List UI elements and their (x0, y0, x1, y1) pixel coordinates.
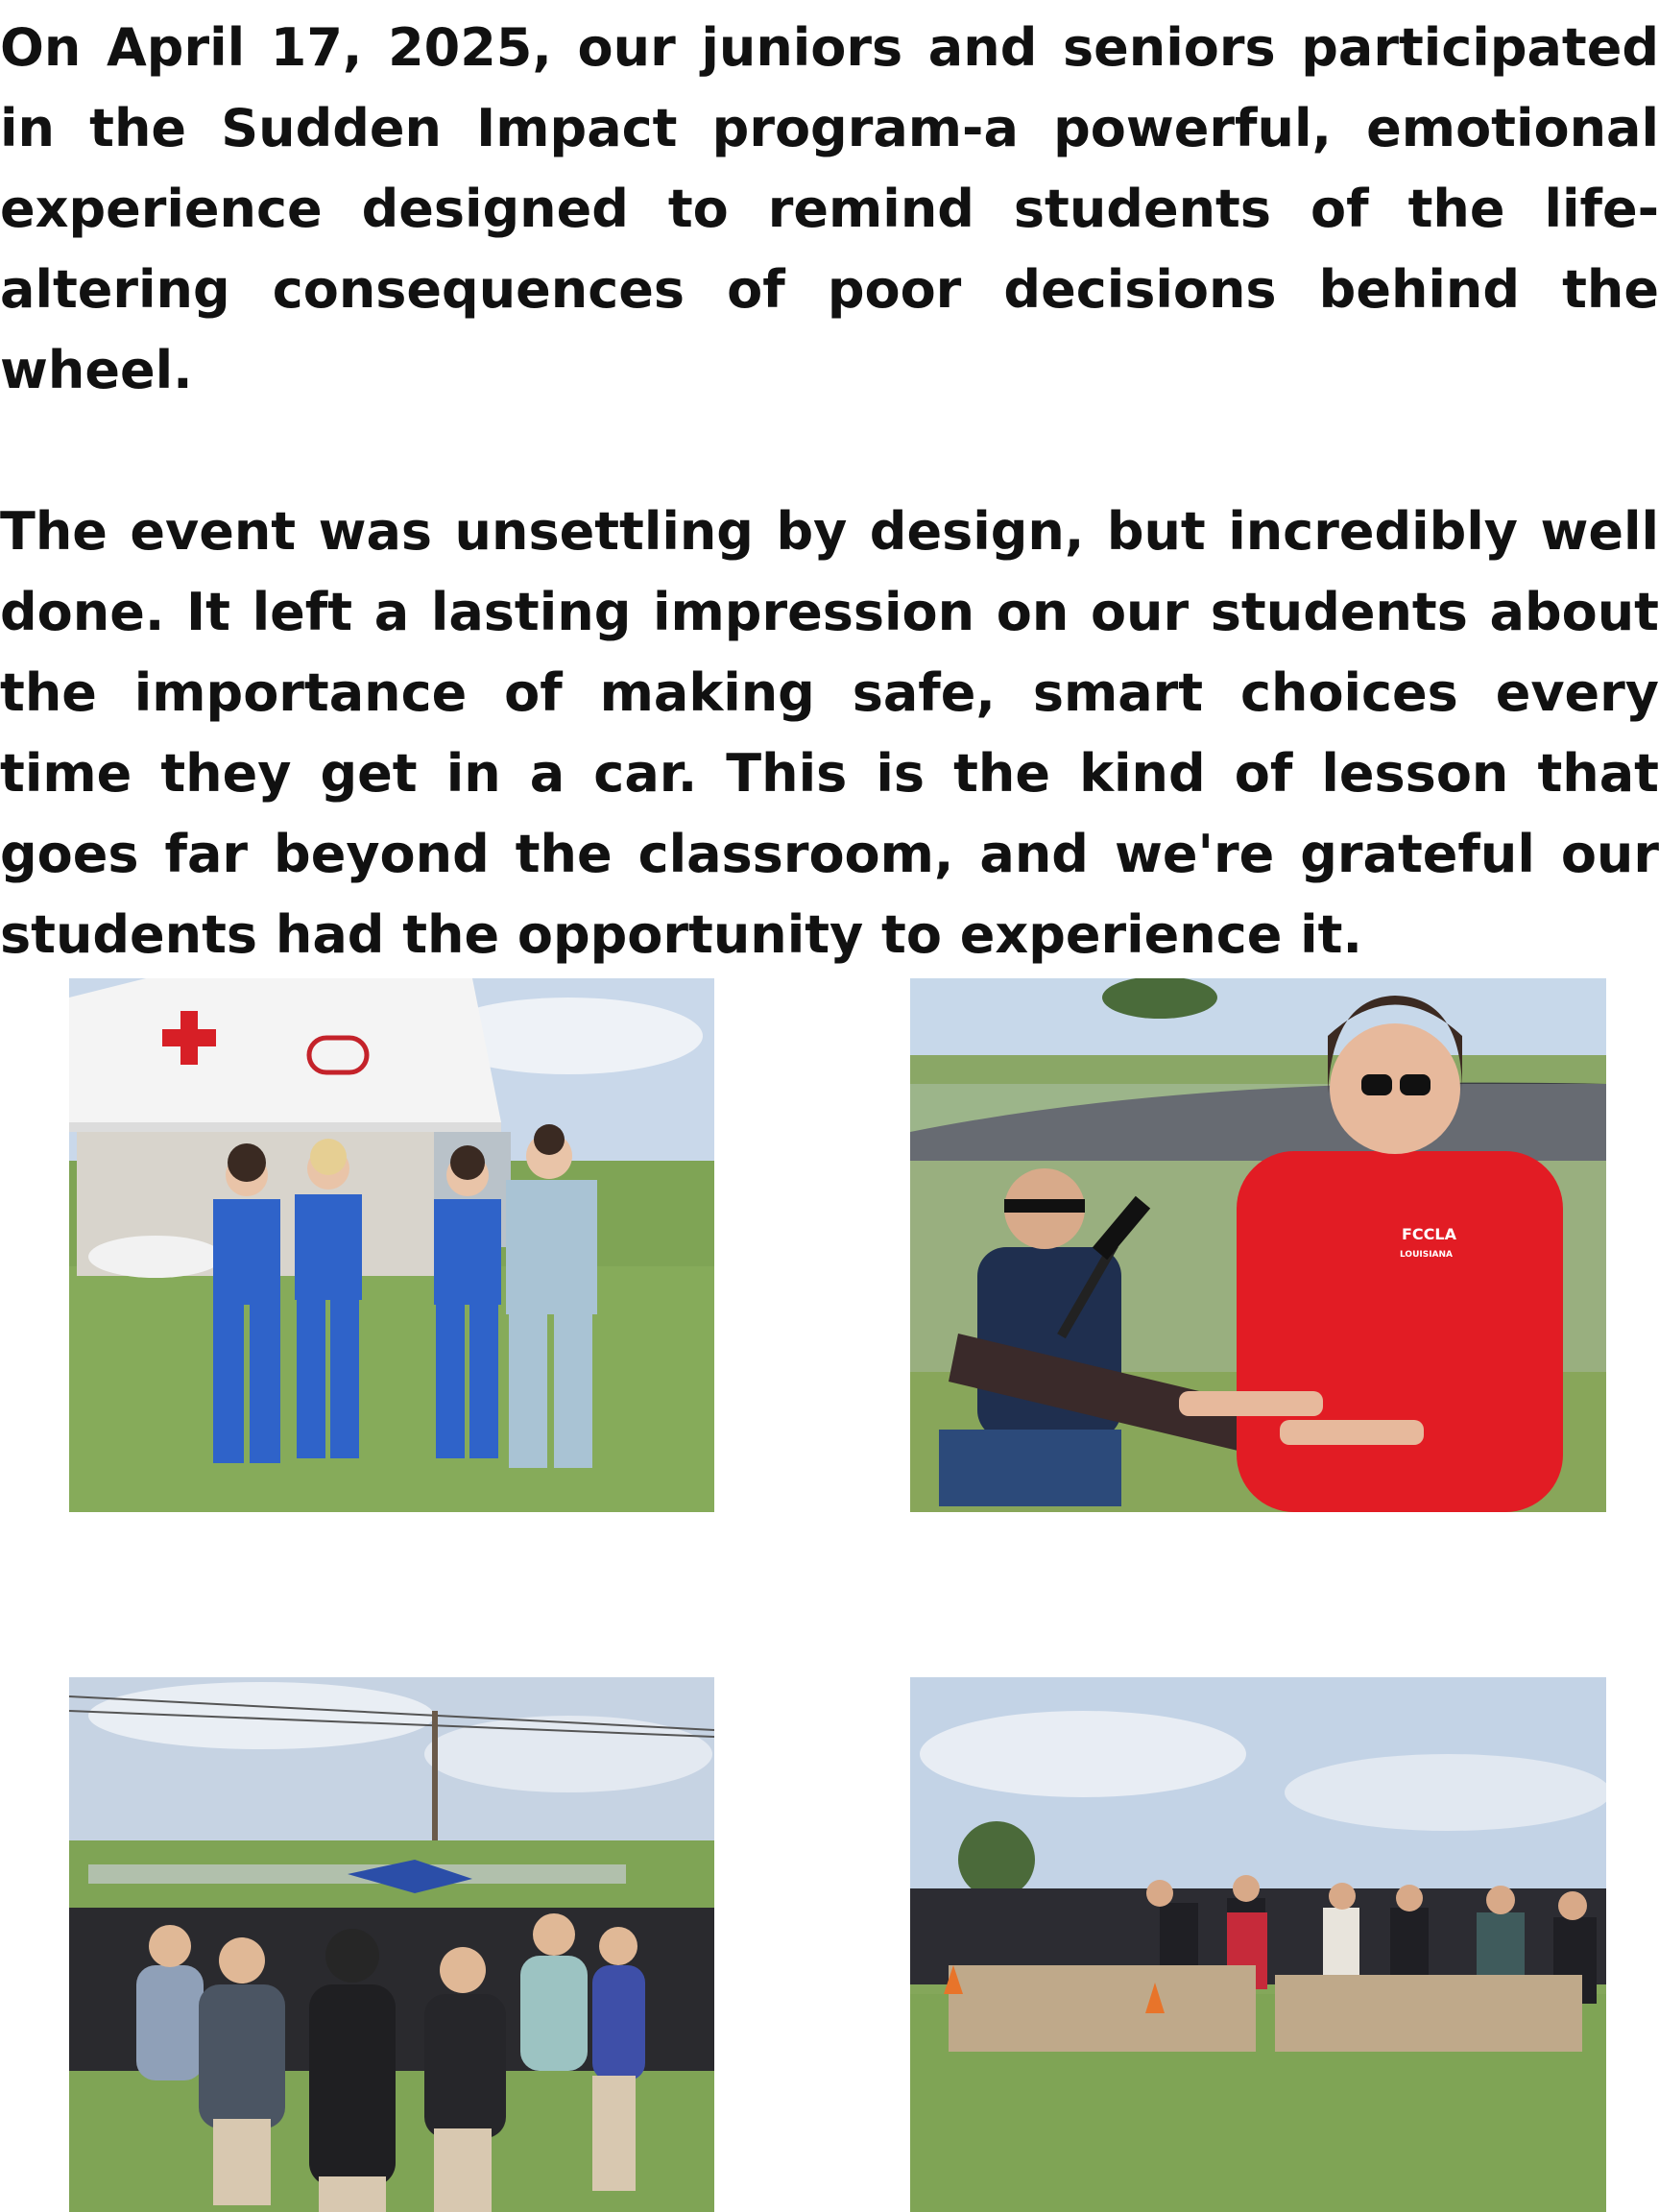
article-body (0, 8, 1659, 975)
intro-paragraph: On April 17, 2025, our juniors and seniors participated in the Sudden Impact program-a powerful, emotional experience designed to remind students of the life-altering consequences of poor decisions behind the wheel. (0, 17, 1659, 400)
polo-state: LOUISIANA (1400, 1250, 1454, 1260)
polo-logo: FCCLA (1402, 1225, 1456, 1243)
photo-medical-team (69, 978, 714, 1512)
photo-podium-speaker (910, 978, 1606, 1512)
reflection-paragraph: The event was unsettling by design, but incredibly well done. It left a lasting impression on our students about the importance of making safe, smart choices every time they get in a car. This is the kind of lesson that goes far beyond the classroom, and we're grateful our students had the opportunity to experience it. (0, 501, 1659, 965)
photo-student-crowd (69, 1677, 714, 2212)
photo-student-line (910, 1677, 1606, 2212)
